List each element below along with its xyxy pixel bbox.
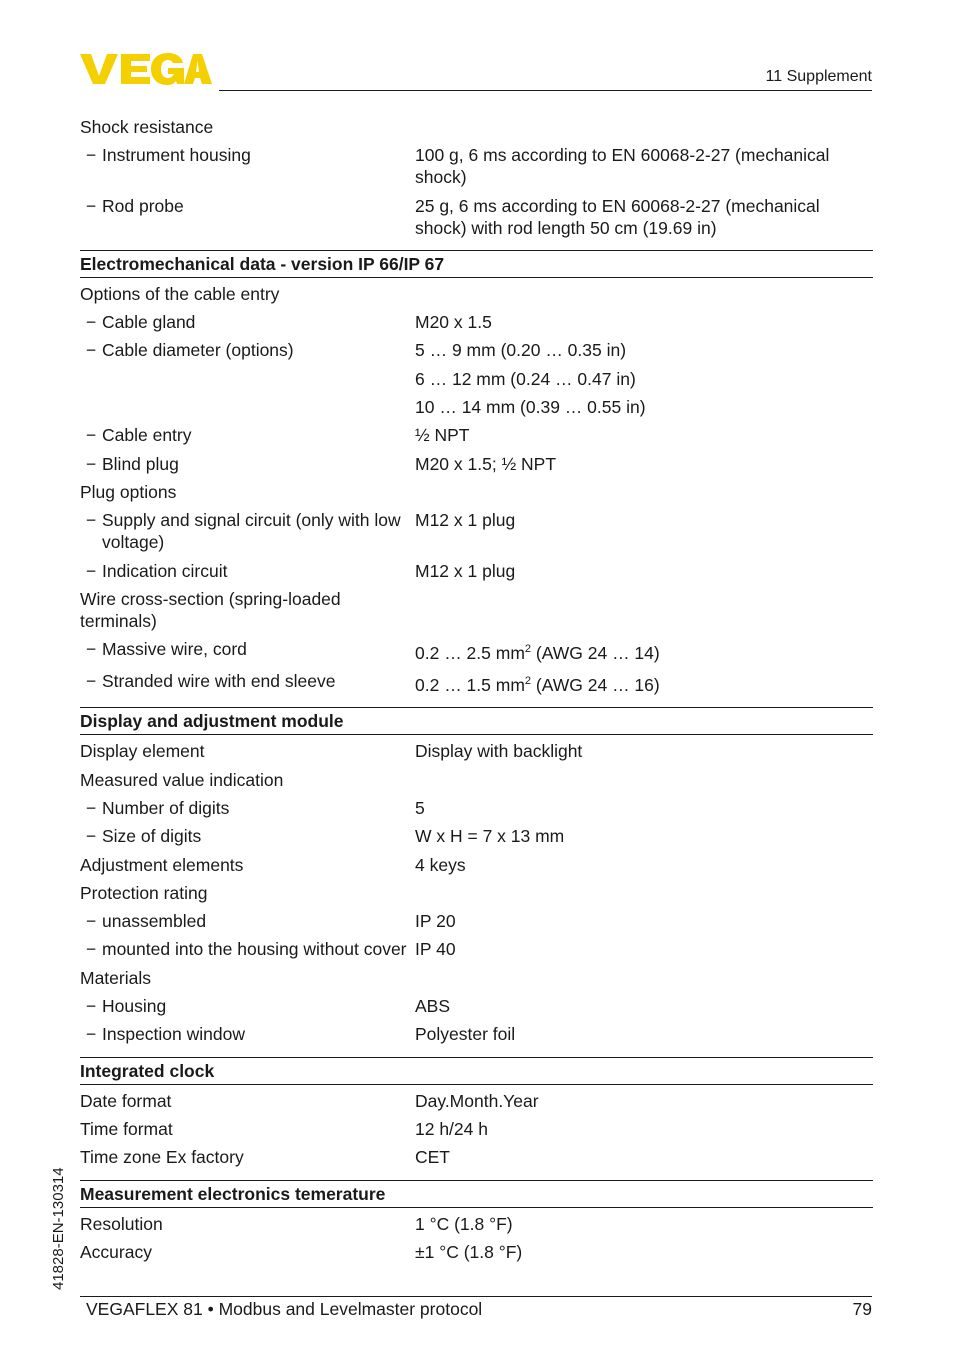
spec-row xyxy=(80,585,873,635)
spec-label-text: Supply and signal circuit (only with low voltage) xyxy=(102,510,401,553)
spec-value: Day.Month.Year xyxy=(415,1090,539,1111)
spec-value: 6 … 12 mm (0.24 … 0.47 in) xyxy=(415,368,636,389)
spec-row xyxy=(80,280,873,308)
spec-label xyxy=(80,509,415,553)
spec-row xyxy=(80,113,873,141)
spec-label-text: Indication circuit xyxy=(102,560,228,581)
spec-value-main: 0.2 … 2.5 mm xyxy=(415,642,525,663)
dash-bullet-icon: − xyxy=(85,145,97,166)
spec-row xyxy=(80,1238,873,1266)
vega-logo xyxy=(80,52,212,86)
spec-subrow xyxy=(80,635,873,667)
spec-label: Display element xyxy=(80,741,205,762)
spec-value: IP 20 xyxy=(415,911,456,932)
spec-label: Adjustment elements xyxy=(80,854,244,875)
spec-label: Protection rating xyxy=(80,882,208,903)
spec-label xyxy=(80,910,415,932)
spec-label: Resolution xyxy=(80,1213,163,1234)
spec-value: M20 x 1.5 xyxy=(415,312,492,333)
spec-subrow xyxy=(80,506,873,556)
dash-bullet-icon: − xyxy=(85,1024,97,1045)
spec-value: 100 g, 6 ms according to EN 60068-2-27 (mechanical shock) xyxy=(415,145,830,188)
spec-subrow xyxy=(80,935,873,963)
spec-value: 25 g, 6 ms according to EN 60068-2-27 (mechanical shock) with rod length 50 cm (19.69 in) xyxy=(415,195,820,238)
spec-row xyxy=(80,737,873,765)
spec-row xyxy=(80,964,873,992)
spec-label-text: Size of digits xyxy=(102,826,202,847)
spec-label: Measured value indication xyxy=(80,769,284,790)
spec-value-suffix: (AWG 24 … 14) xyxy=(531,642,660,663)
dash-bullet-icon: − xyxy=(85,939,97,960)
spec-value: IP 40 xyxy=(415,939,456,960)
dash-bullet-icon: − xyxy=(85,996,97,1017)
spec-label xyxy=(80,797,415,819)
spec-subrow xyxy=(80,822,873,850)
dash-bullet-icon: − xyxy=(85,312,97,333)
superscript: 2 xyxy=(524,643,532,656)
spec-label: Options of the cable entry xyxy=(80,283,280,304)
section-heading: Electromechanical data - version IP 66/IP 67 xyxy=(80,250,873,278)
spec-subrow xyxy=(80,192,873,242)
spec-row xyxy=(80,766,873,794)
spec-label xyxy=(80,670,415,692)
dash-bullet-icon: − xyxy=(85,425,97,446)
spec-label xyxy=(80,1023,415,1045)
header-rule xyxy=(219,90,872,91)
spec-label-text: Cable gland xyxy=(102,312,196,333)
spec-label-text: Rod probe xyxy=(102,195,184,216)
spec-value-suffix: (AWG 24 … 16) xyxy=(531,675,660,696)
spec-label-text: Stranded wire with end sleeve xyxy=(102,671,336,692)
spec-row xyxy=(80,1143,873,1171)
dash-bullet-icon: − xyxy=(85,639,97,660)
spec-row xyxy=(80,478,873,506)
chapter-label: 11 Supplement xyxy=(765,68,872,85)
spec-continuation-row xyxy=(80,393,873,421)
spec-value: 4 keys xyxy=(415,854,466,875)
dash-bullet-icon: − xyxy=(85,453,97,474)
dash-bullet-icon: − xyxy=(85,826,97,847)
spec-row xyxy=(80,879,873,907)
spec-subrow xyxy=(80,992,873,1020)
page-number: 79 xyxy=(852,1299,872,1319)
dash-bullet-icon: − xyxy=(85,195,97,216)
spec-label xyxy=(80,995,415,1017)
spec-continuation-row xyxy=(80,365,873,393)
spec-label: Time format xyxy=(80,1118,173,1139)
spec-label-text: Cable entry xyxy=(102,425,192,446)
footer-title: VEGAFLEX 81 • Modbus and Levelmaster protocol xyxy=(86,1299,483,1319)
spec-label xyxy=(80,144,415,166)
dash-bullet-icon: − xyxy=(85,798,97,818)
dash-bullet-icon: − xyxy=(85,560,97,581)
spec-row xyxy=(80,851,873,879)
spec-label: Plug options xyxy=(80,481,177,502)
spec-label-text: Massive wire, cord xyxy=(102,639,247,660)
spec-value: M12 x 1 plug xyxy=(415,560,516,581)
spec-label-text: Blind plug xyxy=(102,453,179,474)
spec-label xyxy=(80,938,415,960)
spec-value: 1 °C (1.8 °F) xyxy=(415,1213,513,1234)
dash-bullet-icon: − xyxy=(85,671,97,692)
spec-row xyxy=(80,1087,873,1115)
spec-value: W x H = 7 x 13 mm xyxy=(415,826,565,847)
dash-bullet-icon: − xyxy=(85,911,97,932)
spec-label-text: Housing xyxy=(102,996,167,1017)
spec-label xyxy=(80,311,415,333)
section-heading: Measurement electronics temerature xyxy=(80,1180,873,1208)
spec-subrow xyxy=(80,421,873,449)
spec-label xyxy=(80,825,415,847)
spec-value: Display with backlight xyxy=(415,741,583,762)
spec-label xyxy=(80,453,415,475)
spec-label: Wire cross-section (spring-loaded terminals) xyxy=(80,588,341,631)
spec-row xyxy=(80,1115,873,1143)
spec-subrow xyxy=(80,1020,873,1048)
spec-value: 5 … 9 mm (0.20 … 0.35 in) xyxy=(415,340,627,361)
section-heading: Integrated clock xyxy=(80,1057,873,1085)
spec-label-text: mounted into the housing without cover xyxy=(102,939,407,960)
spec-subrow xyxy=(80,141,873,191)
spec-row xyxy=(80,1210,873,1238)
spec-value: ±1 °C (1.8 °F) xyxy=(415,1241,523,1262)
spec-subrow xyxy=(80,557,873,585)
spec-content xyxy=(80,113,873,1266)
spec-subrow xyxy=(80,336,873,364)
spec-value: 10 … 14 mm (0.39 … 0.55 in) xyxy=(415,397,646,418)
spec-subrow xyxy=(80,667,873,699)
spec-subrow xyxy=(80,794,873,822)
spec-label-text: Inspection window xyxy=(102,1024,245,1045)
spec-value xyxy=(415,670,873,696)
spec-label xyxy=(80,195,415,217)
spec-value: 12 h/24 h xyxy=(415,1118,488,1139)
dash-bullet-icon: − xyxy=(85,340,97,361)
spec-label xyxy=(80,424,415,446)
spec-subrow xyxy=(80,450,873,478)
section-heading: Display and adjustment module xyxy=(80,707,873,735)
spec-label xyxy=(80,638,415,660)
spec-value: M12 x 1 plug xyxy=(415,510,516,531)
spec-label-text: Number of digits xyxy=(102,798,230,818)
spec-label xyxy=(80,560,415,582)
spec-label xyxy=(80,339,415,361)
spec-label: Shock resistance xyxy=(80,117,214,137)
spec-subrow xyxy=(80,308,873,336)
footer-rule xyxy=(80,1296,872,1297)
document-code: 41828-EN-130314 xyxy=(50,1167,67,1290)
spec-value xyxy=(415,638,873,664)
spec-label-text: Cable diameter (options) xyxy=(102,340,294,361)
spec-value-main: 0.2 … 1.5 mm xyxy=(415,675,525,696)
spec-label: Date format xyxy=(80,1090,172,1111)
spec-label: Time zone Ex factory xyxy=(80,1147,244,1168)
spec-value: ABS xyxy=(415,996,451,1017)
spec-label-text: unassembled xyxy=(102,911,207,932)
spec-value: 5 xyxy=(415,798,425,818)
spec-label: Accuracy xyxy=(80,1241,152,1262)
spec-value: ½ NPT xyxy=(415,425,470,446)
spec-label-text: Instrument housing xyxy=(102,145,251,166)
spec-value: CET xyxy=(415,1147,450,1168)
spec-label: Materials xyxy=(80,967,151,988)
spec-subrow xyxy=(80,907,873,935)
spec-value: M20 x 1.5; ½ NPT xyxy=(415,453,557,474)
dash-bullet-icon: − xyxy=(85,510,97,531)
spec-value: Polyester foil xyxy=(415,1024,516,1045)
superscript: 2 xyxy=(524,675,532,688)
